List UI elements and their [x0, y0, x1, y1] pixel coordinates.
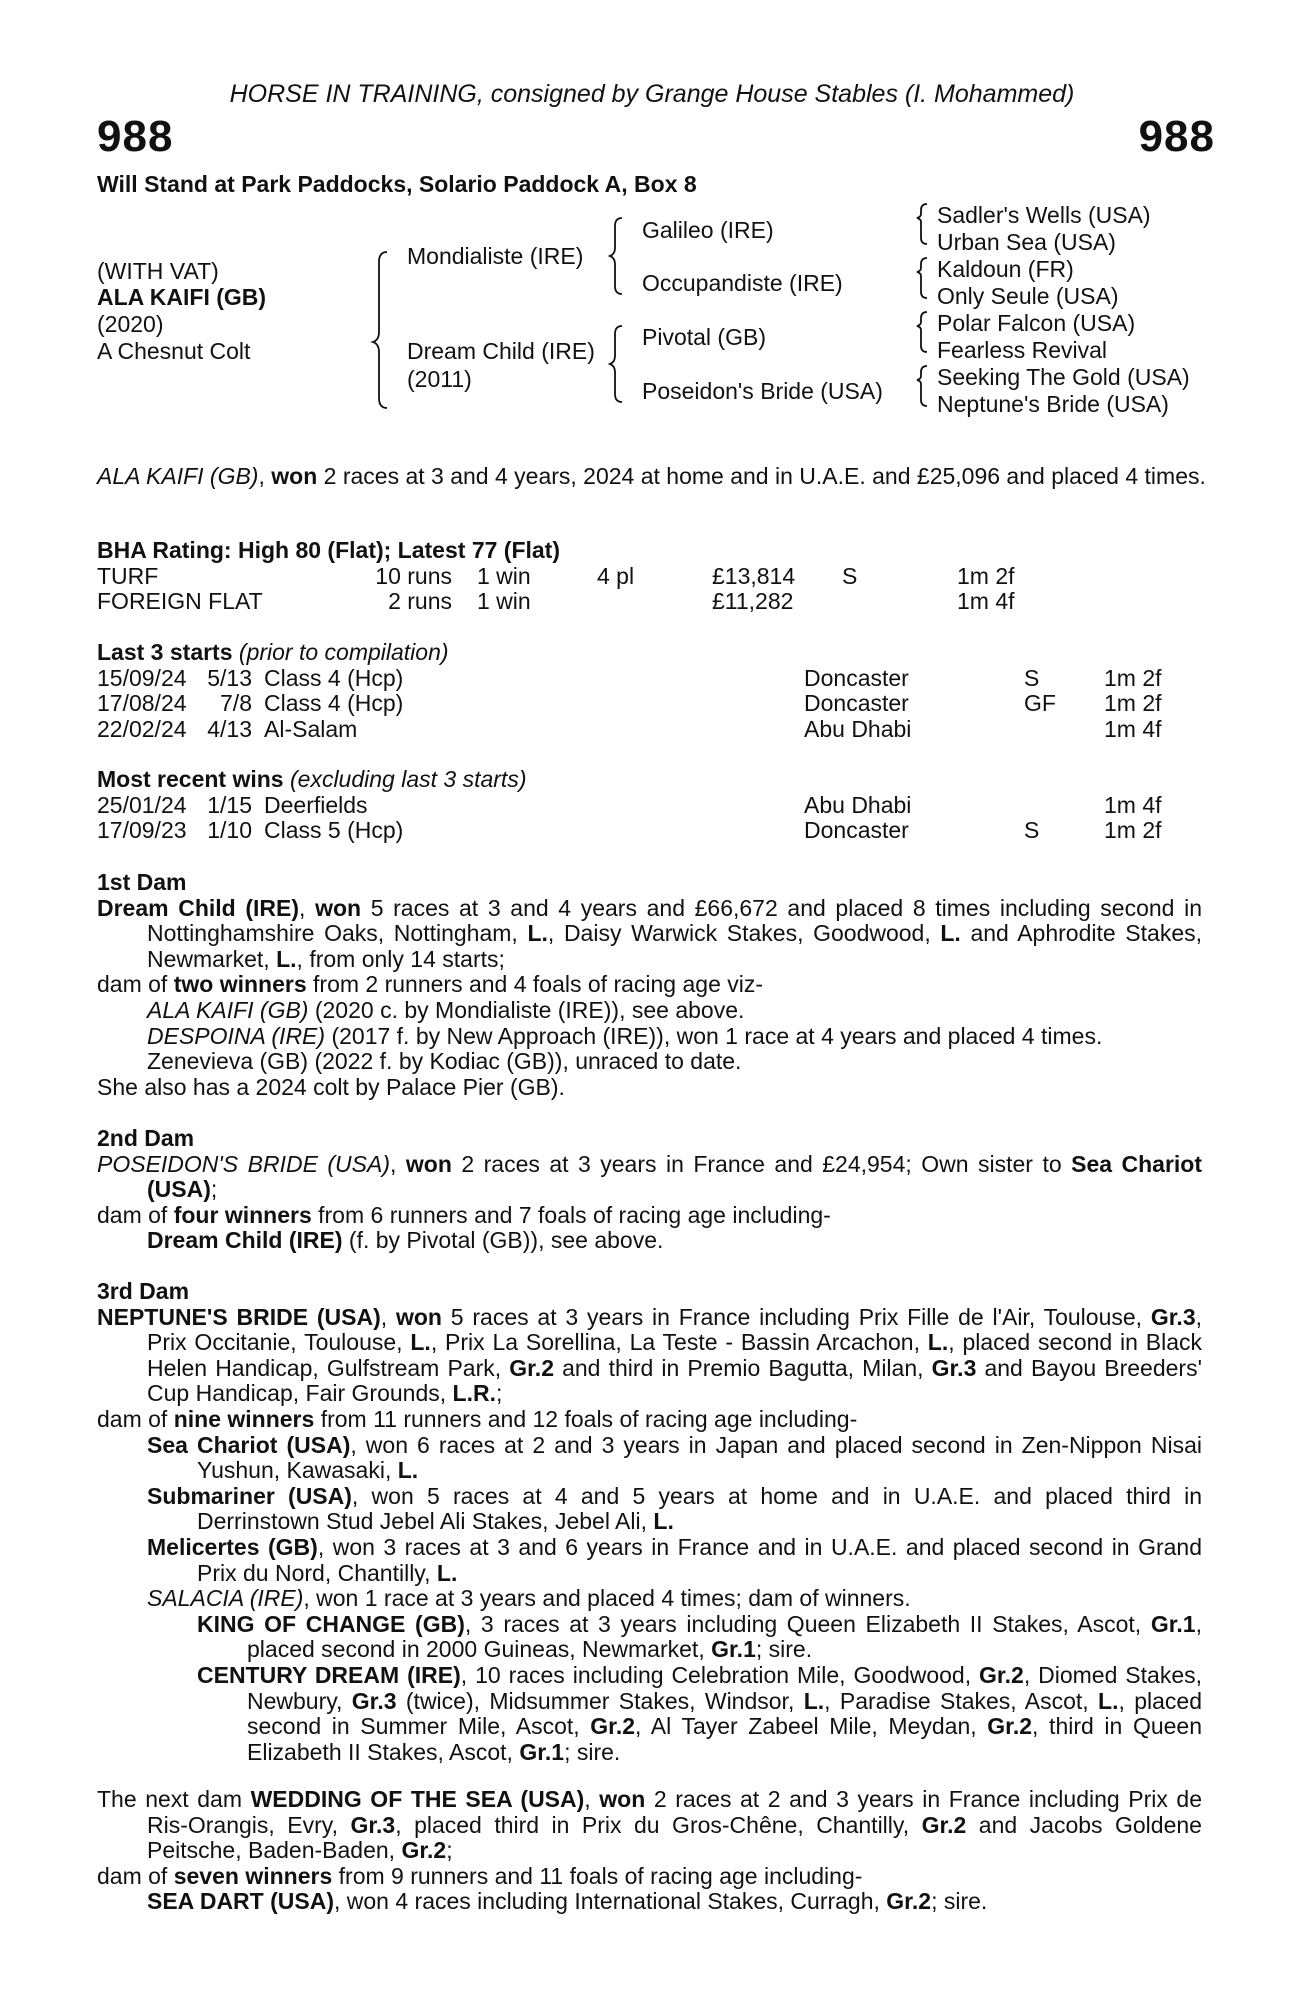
summary-horse-name: ALA KAIFI (GB) [97, 463, 259, 489]
third-dam-title: 3rd Dam [97, 1278, 190, 1304]
start-pos: 7/8 [220, 690, 252, 717]
start-race: Al-Salam [264, 715, 358, 742]
win-pos: 1/10 [207, 817, 252, 844]
rating-places [597, 589, 712, 615]
first-dam-name: Dream Child (IRE) [97, 894, 300, 921]
group-label: Gr.3 [351, 1687, 397, 1714]
listed-label: L. [927, 1329, 949, 1356]
text-run: 2 races at 2 and 3 years in France including Prix de Ris-Orangis, Evry, [147, 1786, 1203, 1838]
text-run: , Al Tayer Zabeel Mile, Meydan, [635, 1713, 988, 1740]
g-sire-7: Seeking The Gold (USA) [937, 364, 1190, 390]
first-dam-section [97, 870, 1202, 1100]
second-dam-title: 2nd Dam [97, 1125, 195, 1151]
start-dist: 1m 2f [1104, 690, 1162, 717]
sire-sire: Galileo (IRE) [642, 217, 774, 243]
last-starts-table [97, 666, 1162, 743]
text-run: (twice), Midsummer Stakes, Windsor, [396, 1687, 804, 1714]
listed-label: L. [527, 920, 548, 947]
win-dist: 1m 2f [1104, 817, 1162, 844]
pedigree-brackets [97, 0, 1217, 430]
text-run: and third in Premio Bagutta, Milan, [554, 1354, 932, 1381]
produce-name: Dream Child (IRE) [147, 1227, 343, 1254]
produce-item [97, 1024, 1202, 1050]
text-run: from 6 runners and 7 foals of racing age including- [311, 1201, 831, 1228]
text-run: , placed third in Prix du Gros-Chêne, Chantilly, [395, 1811, 922, 1838]
rating-dist: 1m 4f [957, 588, 1015, 615]
last-starts-note: (prior to compilation) [232, 639, 449, 665]
sire-dam: Occupandiste (IRE) [642, 270, 843, 296]
horse-description: A Chesnut Colt [97, 338, 251, 364]
text-run: , 3 races at 3 years including Queen Elizabeth II Stakes, Ascot, [464, 1610, 1151, 1637]
listed-label: L.R. [452, 1380, 496, 1407]
text-run: , placed second in Black Helen Handicap, Gulfstream Park, [147, 1329, 1202, 1381]
last-starts-section [97, 640, 1202, 742]
stand-location: Will Stand at Park Paddocks, Solario Paddock A, Box 8 [97, 171, 697, 197]
text-run: (2020 c. by Mondialiste (IRE)), see above. [308, 996, 745, 1023]
next-dam-produce-line [97, 1864, 1202, 1890]
summary-won: won [271, 463, 318, 489]
text-run: , won 5 races at 4 and 5 years at home and in U.A.E. and placed third in Derrinstown Stud Jebel Ali Stakes, Jebel Ali, [197, 1482, 1202, 1535]
rating-title: BHA Rating: High 80 (Flat); Latest 77 (Flat) [97, 537, 560, 563]
rating-places: 4 pl [597, 562, 635, 589]
winners-count: seven winners [173, 1862, 333, 1889]
rating-section [97, 538, 1202, 615]
group-label: Gr.1 [711, 1636, 756, 1663]
group-label: Gr.2 [987, 1713, 1033, 1740]
text-run: , placed second in Summer Mile, Ascot, [247, 1687, 1203, 1740]
dam-year: (2011) [407, 366, 472, 392]
text-run: ; sire. [755, 1636, 813, 1663]
winners-count: nine winners [173, 1405, 315, 1432]
start-going: GF [1024, 690, 1056, 717]
g-sire-5: Polar Falcon (USA) [937, 310, 1136, 336]
text-run: dam of [97, 1405, 174, 1432]
lot-number-right: 988 [1138, 112, 1215, 161]
won-label: won [315, 894, 362, 921]
text-run: and Jacobs Goldene Peitsche, Baden-Baden, [147, 1811, 1202, 1864]
rating-table [97, 564, 1015, 615]
win-race: Class 5 (Hcp) [264, 817, 404, 844]
first-dam-record: Dream Child (IRE), won 5 races at 3 and 4 years and £66,672 and placed 8 times including second in Nottinghamshire Oaks, Nottingham, L., Daisy Warwick Stakes, Goodwood, L. and Aphrodite Stakes, Newmarket, L., from only 14 starts; [97, 894, 1203, 972]
recent-wins-note: (excluding last 3 starts) [283, 766, 527, 792]
table-row [97, 793, 1162, 819]
text-run: dam of [97, 971, 174, 998]
produce-item [97, 1889, 1202, 1915]
lot-number-left: 988 [97, 112, 174, 161]
text-run: dam of [97, 1201, 174, 1228]
recent-wins-table [97, 793, 1162, 844]
winners-count: two winners [173, 971, 307, 998]
produce-name: CENTURY DREAM (IRE) [197, 1661, 461, 1688]
rating-runs: 10 runs [375, 562, 452, 589]
text-run: , placed second in 2000 Guineas, Newmarket, [247, 1610, 1202, 1663]
horse-summary: ALA KAIFI (GB), won 2 races at 3 and 4 years, 2024 at home and in U.A.E. and £25,096 and placed 4 times. [97, 463, 1206, 489]
group-label: Gr.2 [921, 1811, 967, 1838]
group-label: Gr.2 [979, 1661, 1024, 1688]
text-run: 2 races at 3 years in France and £24,954; Own sister to [451, 1150, 1072, 1177]
rating-going [842, 589, 957, 615]
text-run: ; sire. [564, 1738, 621, 1765]
table-row [97, 589, 1015, 615]
text-run: 5 races at 3 years in France including Prix Fille de l'Air, Toulouse, [441, 1303, 1151, 1330]
text-run: and Aphrodite Stakes, Newmarket, [147, 920, 1203, 972]
text-run: , won 6 races at 2 and 3 years in Japan and placed second in Zen-Nippon Nisai Yushun, Kawasaki, [197, 1431, 1202, 1484]
first-dam-also: She also has a 2024 colt by Palace Pier (GB). [97, 1073, 565, 1100]
group-label: Gr.2 [590, 1713, 636, 1740]
third-dam-produce-line [97, 1407, 1202, 1433]
table-row [97, 717, 1162, 743]
win-going: S [1024, 817, 1040, 844]
second-dam-name: POSEIDON'S BRIDE (USA) [97, 1150, 390, 1177]
produce-name: DESPOINA (IRE) [147, 1022, 326, 1049]
start-pos: 5/13 [207, 664, 252, 691]
g-sire-6: Fearless Revival [937, 337, 1107, 363]
start-course: Doncaster [804, 690, 909, 717]
text-run: from 11 runners and 12 foals of racing age including- [314, 1405, 858, 1432]
start-going: S [1024, 664, 1040, 691]
text-run: , won 3 races at 3 and 6 years in France and in U.A.E. and placed second in Grand Prix du Nord, Chantilly, [197, 1533, 1203, 1586]
table-row [97, 818, 1162, 844]
text-run: , Prix La Sorellina, La Teste - Bassin Arcachon, [430, 1329, 928, 1356]
horse-year: (2020) [97, 311, 164, 337]
consignment-line: HORSE IN TRAINING, consigned by Grange House Stables (I. Mohammed) [229, 80, 1075, 108]
next-dam-name: WEDDING OF THE SEA (USA) [250, 1786, 585, 1812]
text-run: (2017 f. by New Approach (IRE)), won 1 race at 4 years and placed 4 times. [325, 1022, 1103, 1049]
produce-item [97, 998, 1202, 1024]
text-run: , won 4 races including International Stakes, Curragh, [333, 1888, 887, 1915]
pedigree-block [97, 0, 1217, 430]
text-run: ; [446, 1837, 453, 1864]
g-sire-4: Only Seule (USA) [937, 283, 1119, 309]
produce-name: Sea Chariot (USA) [147, 1431, 351, 1458]
second-dam-produce-line [97, 1203, 1202, 1229]
group-label: Gr.3 [1150, 1303, 1196, 1330]
listed-label: L. [410, 1329, 431, 1356]
second-dam-record: POSEIDON'S BRIDE (USA), won 2 races at 3 years in France and £24,954; Own sister to Sea Chariot (USA); [97, 1150, 1203, 1203]
produce-name: ALA KAIFI (GB) [147, 996, 309, 1023]
horse-name: ALA KAIFI (GB) [97, 284, 267, 310]
win-dist: 1m 4f [1104, 791, 1162, 818]
win-race: Deerfields [264, 791, 368, 818]
text-run: , 10 races including Celebration Mile, Goodwood, [460, 1661, 980, 1688]
produce-item [197, 1663, 1202, 1765]
win-date: 25/01/24 [97, 791, 187, 818]
text-run: and Bayou Breeders' Cup Handicap, Fair Grounds, [147, 1354, 1202, 1407]
second-dam-section [97, 1126, 1202, 1254]
rating-wins: 1 win [477, 588, 531, 615]
start-course: Doncaster [804, 664, 909, 691]
next-dam-section [97, 1787, 1202, 1915]
g-sire-8: Neptune's Bride (USA) [937, 391, 1169, 417]
table-row [97, 666, 1162, 692]
produce-item [147, 1586, 1202, 1612]
won-label: won [599, 1786, 646, 1812]
recent-wins-title: Most recent wins [97, 766, 284, 792]
group-label: Gr.2 [509, 1354, 554, 1381]
next-dam-record: The next dam WEDDING OF THE SEA (USA), won 2 races at 2 and 3 years in France including Prix de Ris-Orangis, Evry, Gr.3, placed third in Prix du Gros-Chêne, Chantilly, Gr.2 and Jacobs Goldene Peitsche, Baden-Baden, Gr.2; [97, 1786, 1203, 1864]
won-label: won [395, 1303, 442, 1330]
start-date: 15/09/24 [97, 664, 187, 691]
group-label: Gr.2 [401, 1837, 447, 1864]
group-label: Gr.2 [886, 1888, 932, 1915]
produce-name: SEA DART (USA) [147, 1888, 334, 1915]
rating-type: TURF [97, 562, 159, 589]
winners-count: four winners [173, 1201, 312, 1228]
rating-prize: £13,814 [712, 562, 796, 589]
text-run: The next dam [97, 1786, 251, 1812]
produce-item [147, 1433, 1202, 1484]
text-run: ; [210, 1176, 218, 1203]
start-dist: 1m 2f [1104, 664, 1162, 691]
listed-label: L. [653, 1508, 674, 1535]
start-going [1024, 717, 1104, 743]
text-run: , won 1 race at 3 years and placed 4 times; dam of winners. [303, 1585, 911, 1612]
text-run: (f. by Pivotal (GB)), see above. [342, 1227, 664, 1254]
group-label: Gr.3 [350, 1811, 396, 1838]
produce-item [197, 1612, 1202, 1663]
win-course: Doncaster [804, 817, 909, 844]
last-starts-title: Last 3 starts [97, 639, 233, 665]
g-sire-1: Sadler's Wells (USA) [937, 202, 1151, 228]
win-course: Abu Dhabi [804, 791, 912, 818]
text-run: , Daisy Warwick Stakes, Goodwood, [547, 920, 941, 947]
rating-going: S [842, 562, 858, 589]
text-run: from 9 runners and 11 foals of racing age including- [332, 1862, 863, 1889]
rating-type: FOREIGN FLAT [97, 588, 263, 615]
produce-item [147, 1535, 1202, 1586]
group-label: Gr.1 [519, 1738, 565, 1765]
start-date: 17/08/24 [97, 690, 187, 717]
start-dist: 1m 4f [1104, 715, 1162, 742]
dam: Dream Child (IRE) [407, 338, 595, 364]
text-run: ; [496, 1380, 503, 1407]
text-run: 5 races at 3 and 4 years and £66,672 and placed 8 times including second in Nottinghamshire Oaks, Nottingham, [147, 894, 1202, 947]
text-run: ; sire. [931, 1888, 988, 1915]
text-run: , from only 14 starts; [296, 945, 505, 972]
group-label: Gr.3 [931, 1354, 977, 1381]
win-date: 17/09/23 [97, 817, 187, 844]
start-race: Class 4 (Hcp) [264, 664, 404, 691]
text-run: dam of [97, 1862, 174, 1889]
produce-name: KING OF CHANGE (GB) [197, 1610, 465, 1637]
rating-dist: 1m 2f [957, 562, 1015, 589]
rating-runs: 2 runs [388, 588, 452, 615]
text-run: from 2 runners and 4 foals of racing age viz- [306, 971, 764, 998]
table-row [97, 691, 1162, 717]
produce-name: Submariner (USA) [147, 1482, 352, 1509]
listed-label: L. [276, 945, 297, 972]
start-date: 22/02/24 [97, 715, 187, 742]
group-label: Gr.1 [1150, 1610, 1196, 1637]
first-dam-title: 1st Dam [97, 869, 187, 895]
listed-label: L. [940, 920, 961, 947]
produce-item [147, 1484, 1202, 1535]
listed-label: L. [1098, 1687, 1119, 1714]
text-run: , Prix Occitanie, Toulouse, [147, 1303, 1203, 1356]
produce-item: Zenevieva (GB) (2022 f. by Kodiac (GB)), unraced to date. [147, 1048, 742, 1075]
dam-sire: Pivotal (GB) [642, 324, 766, 350]
text-run: , Paradise Stakes, Ascot, [824, 1687, 1099, 1714]
recent-wins-section [97, 767, 1202, 844]
win-going [1024, 793, 1104, 819]
table-row [97, 564, 1015, 590]
vat-label: (WITH VAT) [97, 258, 219, 284]
produce-name: Melicertes (GB) [147, 1533, 318, 1560]
dam-dam: Poseidon's Bride (USA) [642, 378, 883, 404]
first-dam-produce-line [97, 972, 1202, 998]
sister-name: Sea Chariot (USA) [147, 1150, 1203, 1203]
listed-label: L. [397, 1457, 419, 1484]
start-pos: 4/13 [207, 715, 252, 742]
listed-label: L. [436, 1559, 458, 1586]
start-race: Class 4 (Hcp) [264, 690, 404, 717]
listed-label: L. [803, 1687, 825, 1714]
g-sire-3: Kaldoun (FR) [937, 256, 1074, 282]
summary-text: 2 races at 3 and 4 years, 2024 at home and in U.A.E. and £25,096 and placed 4 times. [317, 463, 1206, 489]
win-pos: 1/15 [207, 791, 252, 818]
sire: Mondialiste (IRE) [407, 243, 584, 269]
third-dam-name: NEPTUNE'S BRIDE (USA) [97, 1303, 381, 1330]
rating-wins: 1 win [477, 562, 531, 589]
text-run: , third in Queen Elizabeth II Stakes, Ascot, [247, 1713, 1203, 1765]
text-run: , Diomed Stakes, Newbury, [247, 1661, 1203, 1714]
third-dam-section [97, 1279, 1202, 1765]
third-dam-record: NEPTUNE'S BRIDE (USA), won 5 races at 3 years in France including Prix Fille de l'Air, Toulouse, Gr.3, Prix Occitanie, Toulouse, L., Prix La Sorellina, La Teste - Bassin Arcachon, L., placed second in Black Helen Handicap, Gulfstream Park, Gr.2 and third in Premio Bagutta, Milan, Gr.3 and Bayou Breeders' Cup Handicap, Fair Grounds, L.R.; [97, 1303, 1203, 1407]
won-label: won [405, 1150, 452, 1177]
start-course: Abu Dhabi [804, 715, 912, 742]
g-sire-2: Urban Sea (USA) [937, 229, 1116, 255]
produce-name: SALACIA (IRE) [147, 1585, 304, 1612]
rating-prize: £11,282 [712, 588, 794, 615]
produce-item [97, 1228, 1202, 1254]
